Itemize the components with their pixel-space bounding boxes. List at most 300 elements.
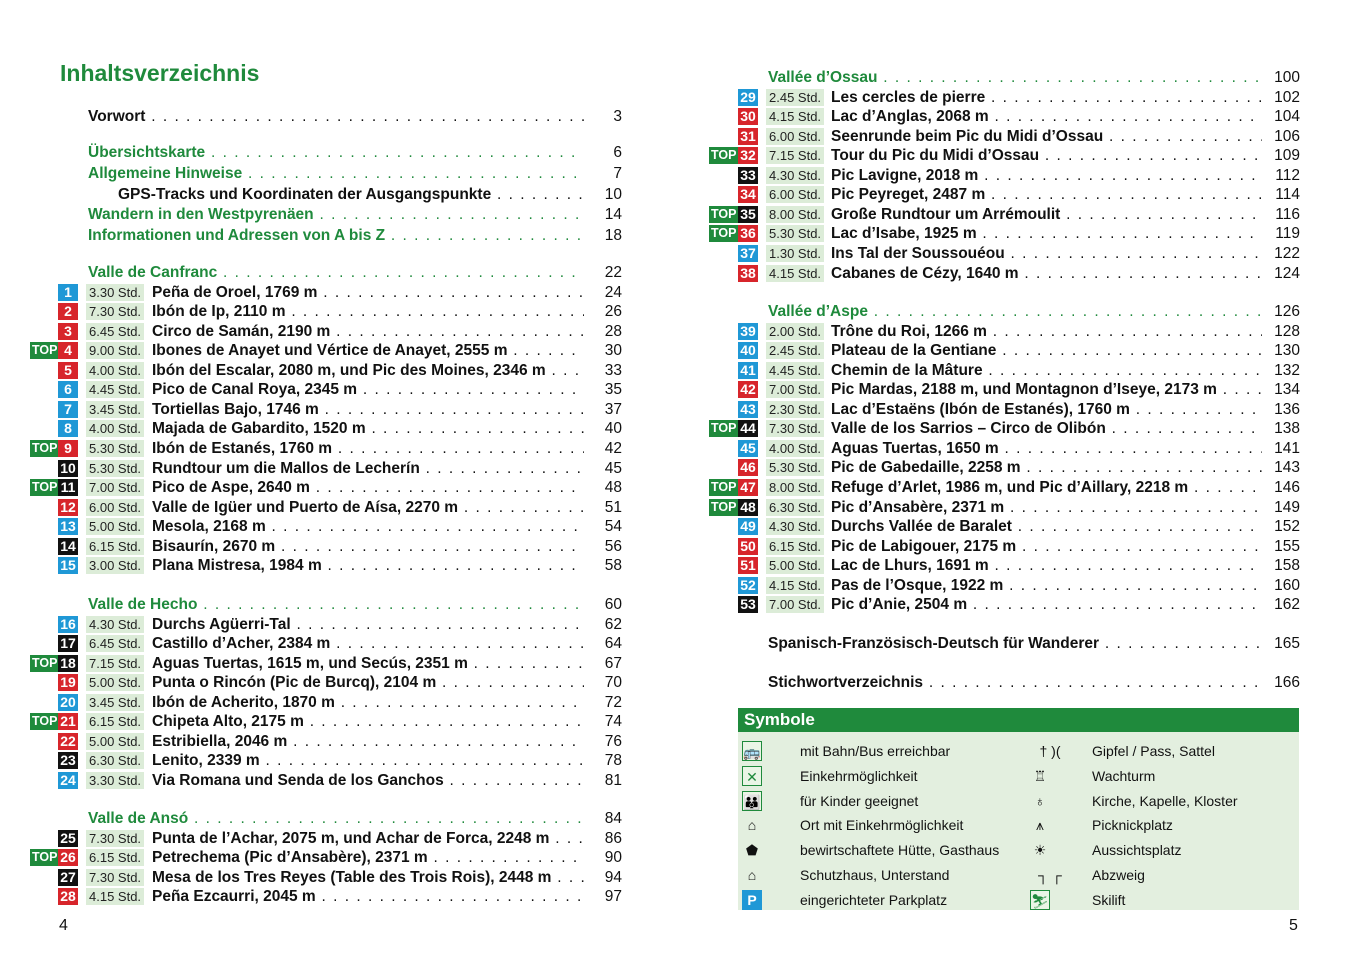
section-heading	[0, 595, 630, 615]
tour-number-badge: 41	[738, 362, 758, 379]
page-reference: 149	[1262, 498, 1300, 518]
tour-entry	[680, 341, 1320, 361]
page-reference: 106	[1262, 127, 1300, 147]
page-reference: 64	[584, 634, 622, 654]
tour-number-badge: 7	[58, 401, 78, 418]
section-heading-label: Vallée d’Aspe . . .	[768, 302, 1262, 322]
tour-number-badge: 8	[58, 420, 78, 437]
walking-time: 4.00 Std.	[766, 440, 824, 457]
tour-title: Ibón de Estanés, 1760 m . . .	[152, 439, 584, 459]
tour-entry	[680, 576, 1320, 596]
hut-icon: ⬟	[745, 842, 759, 859]
tour-entry	[680, 439, 1320, 459]
toc-entry	[0, 143, 630, 163]
tour-title: Castillo d’Acher, 2384 m . . .	[152, 634, 584, 654]
tour-number-badge: 40	[738, 342, 758, 359]
walking-time: 5.30 Std.	[766, 225, 824, 242]
tour-title: Ibón de Ip, 2110 m . . .	[152, 302, 584, 322]
tour-entry	[0, 517, 630, 537]
page-reference: 138	[1262, 419, 1300, 439]
tour-number-badge: 1	[58, 284, 78, 301]
section-heading-label: Valle de Canfranc . . .	[88, 263, 584, 283]
symbol-description: Ort mit Einkehrmöglichkeit	[800, 817, 964, 834]
tour-title: Pic Lavigne, 2018 m . . .	[831, 166, 1262, 186]
tour-entry	[0, 848, 630, 868]
tour-title: Aguas Tuertas, 1650 m . . .	[831, 439, 1262, 459]
top-badge: TOP	[32, 714, 58, 729]
page-reference: 126	[1262, 302, 1300, 322]
walking-time: 8.00 Std.	[766, 479, 824, 496]
tour-number-badge: 31	[738, 128, 758, 145]
tour-number-badge: 44	[738, 420, 758, 437]
page-reference: 22	[584, 263, 622, 283]
toc-entry	[0, 226, 630, 246]
bus-icon: 🚌	[742, 741, 762, 761]
symbol-entry	[738, 889, 1299, 911]
tour-entry	[680, 595, 1320, 615]
walking-time: 6.15 Std.	[86, 849, 144, 866]
parking-icon: P	[742, 890, 762, 910]
symbol-description: Wachturm	[1092, 767, 1156, 784]
walking-time: 4.15 Std.	[86, 888, 144, 905]
section-heading	[0, 809, 630, 829]
toc-entry	[0, 205, 630, 225]
tour-entry	[0, 283, 630, 303]
tour-title: Estribiella, 2046 m . . .	[152, 732, 584, 752]
tour-entry	[680, 107, 1320, 127]
tour-entry	[0, 478, 630, 498]
tour-title: Pico de Canal Roya, 2345 m . . .	[152, 380, 584, 400]
walking-time: 5.00 Std.	[766, 557, 824, 574]
tour-entry	[0, 634, 630, 654]
tour-title: Tour du Pic du Midi d’Ossau . . .	[831, 146, 1262, 166]
walking-time: 4.45 Std.	[86, 381, 144, 398]
symbol-description: bewirtschaftete Hütte, Gasthaus	[800, 842, 1000, 859]
walking-time: 4.00 Std.	[86, 420, 144, 437]
walking-time: 6.30 Std.	[86, 752, 144, 769]
page-reference: 97	[584, 887, 622, 907]
tour-title: Pas de l’Osque, 1922 m . . .	[831, 576, 1262, 596]
page-reference: 18	[584, 226, 622, 246]
tour-title: Tortiellas Bajo, 1746 m . . .	[152, 400, 584, 420]
tour-entry	[680, 537, 1320, 557]
page-reference: 33	[584, 361, 622, 381]
section-heading	[0, 263, 630, 283]
symbol-description: Kirche, Kapelle, Kloster	[1092, 792, 1238, 809]
walking-time: 5.00 Std.	[86, 674, 144, 691]
tour-title: Pico de Aspe, 2640 m . . .	[152, 478, 584, 498]
page-reference: 136	[1262, 400, 1300, 420]
tour-number-badge: 22	[58, 733, 78, 750]
walking-time: 4.15 Std.	[766, 108, 824, 125]
walking-time: 2.45 Std.	[766, 342, 824, 359]
page-reference: 51	[584, 498, 622, 518]
page-number-right: 5	[1289, 917, 1298, 934]
tour-number-badge: 35	[738, 206, 758, 223]
tour-number-badge: 5	[58, 362, 78, 379]
tour-title: Mesola, 2168 m . . .	[152, 517, 584, 537]
page-reference: 104	[1262, 107, 1300, 127]
page-reference: 102	[1262, 88, 1300, 108]
page-reference: 119	[1262, 224, 1300, 244]
page-number-left: 4	[59, 917, 68, 934]
tour-number-badge: 6	[58, 381, 78, 398]
page-reference: 152	[1262, 517, 1300, 537]
walking-time: 7.00 Std.	[766, 596, 824, 613]
tour-title: Bisaurín, 2670 m . . .	[152, 537, 584, 557]
walking-time: 4.30 Std.	[766, 518, 824, 535]
tour-entry	[680, 88, 1320, 108]
tour-number-badge: 3	[58, 323, 78, 340]
tour-number-badge: 33	[738, 167, 758, 184]
page-reference: 134	[1262, 380, 1300, 400]
tour-title: Trône du Roi, 1266 m . . .	[831, 322, 1262, 342]
symbol-description: Abzweig	[1092, 867, 1145, 883]
tour-number-badge: 25	[58, 830, 78, 847]
page-reference: 130	[1262, 341, 1300, 361]
tour-entry	[0, 712, 630, 732]
tour-title: Durchs Agüerri-Tal . . .	[152, 615, 584, 635]
tour-number-badge: 23	[58, 752, 78, 769]
walking-time: 9.00 Std.	[86, 342, 144, 359]
tour-title: Mesa de los Tres Reyes (Table des Trois Rois), 2448 m . . .	[152, 868, 584, 888]
tour-entry	[0, 673, 630, 693]
page-reference: 30	[584, 341, 622, 361]
walking-time: 4.30 Std.	[766, 167, 824, 184]
page-reference: 90	[584, 848, 622, 868]
page-reference: 116	[1262, 205, 1300, 225]
walking-time: 5.00 Std.	[86, 518, 144, 535]
tour-entry	[680, 244, 1320, 264]
tour-entry	[0, 751, 630, 771]
symbol-description: eingerichteter Parkplatz	[800, 891, 948, 908]
tour-title: Pic d’Ansabère, 2371 m . . .	[831, 498, 1262, 518]
page-reference: 76	[584, 732, 622, 752]
tour-number-badge: 48	[738, 499, 758, 516]
page-reference: 143	[1262, 458, 1300, 478]
tour-number-badge: 14	[58, 538, 78, 555]
symbols-legend	[738, 708, 1299, 910]
walking-time: 3.30 Std.	[86, 772, 144, 789]
symbol-entry	[738, 839, 1299, 861]
walking-time: 3.45 Std.	[86, 694, 144, 711]
walking-time: 5.00 Std.	[86, 733, 144, 750]
page-reference: 128	[1262, 322, 1300, 342]
tour-number-badge: 18	[58, 655, 78, 672]
summit-pass-icon: † )(	[1039, 743, 1061, 759]
page-reference: 56	[584, 537, 622, 557]
tour-entry	[680, 224, 1320, 244]
tour-title: Durchs Vallée de Baralet . . .	[831, 517, 1262, 537]
tour-title: Punta o Rincón (Pic de Burcq), 2104 m . . .	[152, 673, 584, 693]
walking-time: 6.00 Std.	[86, 499, 144, 516]
tour-number-badge: 28	[58, 888, 78, 905]
tour-title: Plateau de la Gentiane . . .	[831, 341, 1262, 361]
tour-entry	[680, 556, 1320, 576]
tour-title: Große Rundtour um Arrémoulit . . .	[831, 205, 1262, 225]
page-reference: 165	[1262, 634, 1300, 654]
tour-title: Ibones de Anayet und Vértice de Anayet, 2555 m . . .	[152, 341, 584, 361]
tour-title: Valle de Igüer und Puerto de Aísa, 2270 m . . .	[152, 498, 584, 518]
tour-title: Lenito, 2339 m . . .	[152, 751, 584, 771]
tour-entry	[680, 517, 1320, 537]
symbol-description: Gipfel / Pass, Sattel	[1092, 743, 1215, 759]
tour-entry	[680, 127, 1320, 147]
ski-lift-icon: ⛷	[1030, 890, 1050, 910]
tour-entry	[680, 205, 1320, 225]
page-reference: 35	[584, 380, 622, 400]
page-reference: 6	[584, 143, 622, 163]
tour-entry	[0, 419, 630, 439]
page-reference: 67	[584, 654, 622, 674]
page-reference: 78	[584, 751, 622, 771]
walking-time: 4.45 Std.	[766, 362, 824, 379]
symbols-title: Symbole	[738, 708, 1299, 732]
symbol-description: Einkehrmöglichkeit	[800, 767, 918, 784]
tour-title: Ins Tal der Soussouéou . . .	[831, 244, 1262, 264]
page-reference: 74	[584, 712, 622, 732]
toc-entry	[680, 673, 1320, 693]
walking-time: 5.30 Std.	[766, 459, 824, 476]
tour-number-badge: 24	[58, 772, 78, 789]
tour-entry	[0, 693, 630, 713]
page-reference: 37	[584, 400, 622, 420]
tour-entry	[680, 498, 1320, 518]
symbol-entry	[738, 790, 1299, 812]
walking-time: 3.00 Std.	[86, 557, 144, 574]
toc-entry	[0, 107, 630, 127]
tour-entry	[680, 478, 1320, 498]
top-badge: TOP	[711, 226, 737, 241]
viewpoint-icon: ☀	[1033, 842, 1047, 859]
tour-number-badge: 15	[58, 557, 78, 574]
page-reference: 132	[1262, 361, 1300, 381]
top-badge: TOP	[711, 499, 737, 514]
tour-number-badge: 32	[738, 147, 758, 164]
tour-title: Punta de l’Achar, 2075 m, und Achar de Forca, 2248 m . . .	[152, 829, 584, 849]
walking-time: 6.45 Std.	[86, 323, 144, 340]
walking-time: 6.30 Std.	[766, 499, 824, 516]
walking-time: 6.15 Std.	[766, 538, 824, 555]
tour-title: Chemin de la Mâture . . .	[831, 361, 1262, 381]
symbol-entry	[738, 765, 1299, 787]
page-reference: 62	[584, 615, 622, 635]
tour-title: Cabanes de Cézy, 1640 m . . .	[831, 264, 1262, 284]
page-reference: 158	[1262, 556, 1300, 576]
tour-entry	[680, 322, 1320, 342]
tour-title: Seenrunde beim Pic du Midi d’Ossau . . .	[831, 127, 1262, 147]
tour-entry	[0, 732, 630, 752]
tour-title: Pic Mardas, 2188 m, und Montagnon d’Iseye, 2173 m . . .	[831, 380, 1262, 400]
tour-number-badge: 42	[738, 381, 758, 398]
symbol-description: Aussichtsplatz	[1092, 842, 1182, 859]
tour-number-badge: 16	[58, 616, 78, 633]
page-reference: 84	[584, 809, 622, 829]
shelter-icon: ⌂	[747, 867, 757, 883]
page-reference: 14	[584, 205, 622, 225]
junction-icon: ┐ ┌	[1038, 867, 1062, 883]
page-reference: 86	[584, 829, 622, 849]
tour-title: Rundtour um die Mallos de Lecherín . . .	[152, 459, 584, 479]
tour-number-badge: 51	[738, 557, 758, 574]
walking-time: 6.00 Std.	[766, 186, 824, 203]
walking-time: 7.30 Std.	[86, 869, 144, 886]
page-reference: 24	[584, 283, 622, 303]
page-reference: 26	[584, 302, 622, 322]
toc-entry-label: Wandern in den Westpyrenäen . . .	[88, 205, 584, 225]
top-badge: TOP	[711, 206, 737, 221]
tour-title: Via Romana und Senda de los Ganchos . . .	[152, 771, 584, 791]
tour-number-badge: 19	[58, 674, 78, 691]
tour-title: Lac d’Isabe, 1925 m . . .	[831, 224, 1262, 244]
walking-time: 5.30 Std.	[86, 460, 144, 477]
section-heading-label: Valle de Hecho . . .	[88, 595, 584, 615]
walking-time: 7.15 Std.	[86, 655, 144, 672]
page-reference: 109	[1262, 146, 1300, 166]
tour-entry	[680, 419, 1320, 439]
page-reference: 146	[1262, 478, 1300, 498]
tour-number-badge: 38	[738, 265, 758, 282]
section-heading	[680, 302, 1320, 322]
tour-entry	[0, 302, 630, 322]
toc-entry-label: Übersichtskarte . . .	[88, 143, 584, 163]
walking-time: 6.00 Std.	[766, 128, 824, 145]
walking-time: 4.15 Std.	[766, 577, 824, 594]
tour-entry	[0, 829, 630, 849]
return-option-icon: ✕	[742, 766, 762, 786]
tour-number-badge: 30	[738, 108, 758, 125]
page-reference: 58	[584, 556, 622, 576]
toc-entry	[680, 634, 1320, 654]
section-heading	[680, 68, 1320, 88]
tour-title: Aguas Tuertas, 1615 m, und Secús, 2351 m . . .	[152, 654, 584, 674]
page-reference: 7	[584, 164, 622, 184]
page-reference: 3	[584, 107, 622, 127]
village-icon: ⌂	[747, 817, 757, 834]
tour-title: Plana Mistresa, 1984 m . . .	[152, 556, 584, 576]
page-reference: 72	[584, 693, 622, 713]
tour-entry	[0, 887, 630, 907]
walking-time: 8.00 Std.	[766, 206, 824, 223]
page-reference: 112	[1262, 166, 1300, 186]
tour-entry	[680, 458, 1320, 478]
tour-number-badge: 27	[58, 869, 78, 886]
tour-number-badge: 17	[58, 635, 78, 652]
tour-number-badge: 49	[738, 518, 758, 535]
walking-time: 7.30 Std.	[86, 303, 144, 320]
page-reference: 42	[584, 439, 622, 459]
walking-time: 7.15 Std.	[766, 147, 824, 164]
tour-entry	[0, 771, 630, 791]
page-reference: 166	[1262, 673, 1300, 693]
tour-entry	[0, 868, 630, 888]
tour-number-badge: 36	[738, 225, 758, 242]
walking-time: 1.30 Std.	[766, 245, 824, 262]
tour-entry	[680, 166, 1320, 186]
tour-entry	[680, 264, 1320, 284]
tour-title: Pic Peyreget, 2487 m . . .	[831, 185, 1262, 205]
tour-number-badge: 10	[58, 460, 78, 477]
tour-entry	[0, 322, 630, 342]
tour-title: Refuge d’Arlet, 1986 m, und Pic d’Aillary, 2218 m . . .	[831, 478, 1262, 498]
tour-entry	[680, 185, 1320, 205]
page-reference: 48	[584, 478, 622, 498]
tour-number-badge: 53	[738, 596, 758, 613]
kids-icon: 👪	[742, 791, 762, 811]
tour-title: Ibón del Escalar, 2080 m, und Pic des Moines, 2346 m . . .	[152, 361, 584, 381]
top-badge: TOP	[32, 655, 58, 670]
symbol-description: Picknickplatz	[1092, 817, 1173, 834]
page-reference: 54	[584, 517, 622, 537]
page-reference: 40	[584, 419, 622, 439]
tour-number-badge: 45	[738, 440, 758, 457]
tour-number-badge: 39	[738, 323, 758, 340]
section-heading-label: Vallée d’Ossau . . .	[768, 68, 1262, 88]
walking-time: 7.30 Std.	[766, 420, 824, 437]
tour-number-badge: 12	[58, 499, 78, 516]
tour-entry	[0, 400, 630, 420]
tour-number-badge: 2	[58, 303, 78, 320]
tour-number-badge: 21	[58, 713, 78, 730]
tour-title: Circo de Samán, 2190 m . . .	[152, 322, 584, 342]
page-reference: 155	[1262, 537, 1300, 557]
tour-entry	[0, 459, 630, 479]
tour-title: Peña de Oroel, 1769 m . . .	[152, 283, 584, 303]
tour-title: Petrechema (Pic d’Ansabère), 2371 m . . .	[152, 848, 584, 868]
page-reference: 100	[1262, 68, 1300, 88]
tour-entry	[680, 380, 1320, 400]
page-reference: 60	[584, 595, 622, 615]
page-title: Inhaltsverzeichnis	[60, 60, 260, 86]
toc-entry	[0, 185, 630, 205]
top-badge: TOP	[711, 148, 737, 163]
tour-title: Ibón de Acherito, 1870 m . . .	[152, 693, 584, 713]
walking-time: 6.15 Std.	[86, 713, 144, 730]
walking-time: 4.30 Std.	[86, 616, 144, 633]
tour-entry	[0, 556, 630, 576]
tour-entry	[680, 361, 1320, 381]
tour-number-badge: 47	[738, 479, 758, 496]
top-badge: TOP	[32, 440, 58, 455]
tour-number-badge: 29	[738, 89, 758, 106]
page-reference: 10	[584, 185, 622, 205]
tour-title: Pic de Labigouer, 2175 m . . .	[831, 537, 1262, 557]
walking-time: 3.45 Std.	[86, 401, 144, 418]
walking-time: 5.30 Std.	[86, 440, 144, 457]
tour-entry	[0, 439, 630, 459]
symbol-entry	[738, 814, 1299, 836]
section-heading-label: Valle de Ansó . . .	[88, 809, 584, 829]
walking-time: 3.30 Std.	[86, 284, 144, 301]
picnic-icon: ⩚	[1036, 817, 1044, 834]
tour-title: Valle de los Sarrios – Circo de Olibón . . .	[831, 419, 1262, 439]
church-icon: ♁	[1034, 792, 1046, 809]
tour-title: Lac d’Estaëns (Ibón de Estanés), 1760 m . . .	[831, 400, 1262, 420]
walking-time: 2.30 Std.	[766, 401, 824, 418]
page-reference: 70	[584, 673, 622, 693]
page-reference: 45	[584, 459, 622, 479]
walking-time: 2.00 Std.	[766, 323, 824, 340]
top-badge: TOP	[32, 480, 58, 495]
tour-title: Les cercles de pierre . . .	[831, 88, 1262, 108]
walking-time: 7.00 Std.	[766, 381, 824, 398]
tour-entry	[0, 498, 630, 518]
walking-time: 2.45 Std.	[766, 89, 824, 106]
toc-entry-label: GPS-Tracks und Koordinaten der Ausgangspunkte . . .	[118, 185, 584, 205]
symbol-entry	[738, 864, 1299, 886]
walking-time: 7.00 Std.	[86, 479, 144, 496]
walking-time: 7.30 Std.	[86, 830, 144, 847]
